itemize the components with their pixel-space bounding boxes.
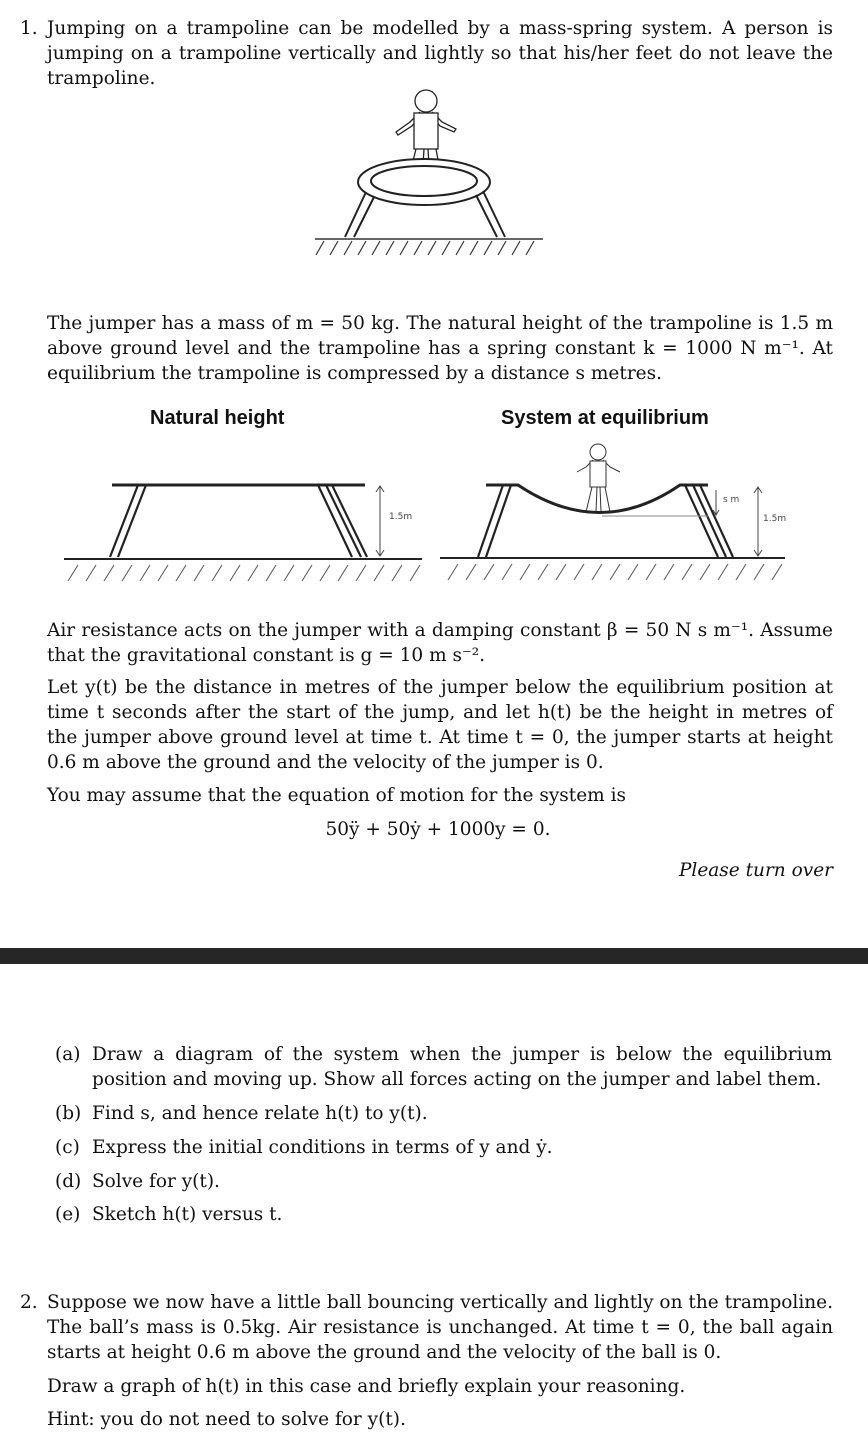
compression-s-label: s m	[723, 495, 740, 505]
equilibrium-title: System at equilibrium	[501, 407, 709, 429]
part-a-label: (a)	[55, 1044, 81, 1065]
equilibrium-diagram	[440, 440, 795, 585]
equation-of-motion: 50ÿ + 50ẏ + 1000y = 0.	[325, 819, 551, 840]
part-a-text: Draw a diagram of the system when the jumper is below the equilibrium position and moving up. Show all forces acting on the jumper and label them.	[92, 1044, 832, 1090]
part-c-label: (c)	[55, 1137, 80, 1158]
part-e-text: Sketch h(t) versus t.	[92, 1204, 283, 1225]
trampoline-figure	[300, 85, 560, 260]
trampoline	[345, 159, 505, 237]
please-turn-over: Please turn over	[678, 860, 833, 881]
natural-height-label: 1.5m	[389, 512, 413, 522]
page-divider	[0, 948, 868, 964]
part-c	[55, 1135, 835, 1160]
question-2-hint: Hint: you do not need to solve for y(t).	[47, 1409, 406, 1430]
equilibrium-height-label: 1.5m	[763, 514, 787, 524]
question-2-number: 2.	[20, 1292, 38, 1313]
part-b	[55, 1101, 835, 1126]
part-a	[55, 1042, 835, 1092]
part-c-text: Express the initial conditions in terms of y and ẏ.	[92, 1137, 553, 1158]
part-d-label: (d)	[55, 1171, 82, 1192]
natural-height-diagram	[60, 475, 430, 585]
question-1-mass-paragraph: The jumper has a mass of m = 50 kg. The natural height of the trampoline is 1.5 m above ground level and the trampoline has a spring constant k = 1000 N m⁻¹. At equilibrium the trampoline is compressed by a distance s metres.	[47, 313, 833, 384]
question-1-definition-paragraph: Let y(t) be the distance in metres of the jumper below the equilibrium position at time t seconds after the start of the jump, and let h(t) be the height in metres of the jumper above ground level at time t. At time t = 0, the jumper starts at height 0.6 m above the ground and the velocity of the jumper is 0.	[47, 677, 833, 773]
part-b-label: (b)	[55, 1103, 82, 1124]
question-1-intro: Jumping on a trampoline can be modelled by a mass-spring system. A person is jumping on a trampoline vertically and lightly so that his/her feet do not leave the trampoline.	[47, 18, 833, 89]
part-b-text: Find s, and hence relate h(t) to y(t).	[92, 1103, 428, 1124]
question-2-instruction: Draw a graph of h(t) in this case and briefly explain your reasoning.	[47, 1376, 686, 1397]
question-1-damping-paragraph: Air resistance acts on the jumper with a damping constant β = 50 N s m⁻¹. Assume that the gravitational constant is g = 10 m s⁻².	[47, 620, 833, 666]
part-e-label: (e)	[55, 1204, 81, 1225]
part-d	[55, 1169, 835, 1194]
part-d-text: Solve for y(t).	[92, 1171, 220, 1192]
question-2-paragraph: Suppose we now have a little ball bouncing vertically and lightly on the trampoline. The ball’s mass is 0.5kg. Air resistance is unchanged. At time t = 0, the ball again starts at height 0.6 m above the ground and the velocity of the ball is 0.	[47, 1292, 833, 1363]
ground-hatch	[315, 239, 543, 255]
natural-height-title: Natural height	[150, 407, 285, 429]
question-1-number: 1.	[20, 18, 38, 39]
question-1-equation-intro: You may assume that the equation of motion for the system is	[47, 785, 627, 806]
part-e	[55, 1202, 835, 1227]
